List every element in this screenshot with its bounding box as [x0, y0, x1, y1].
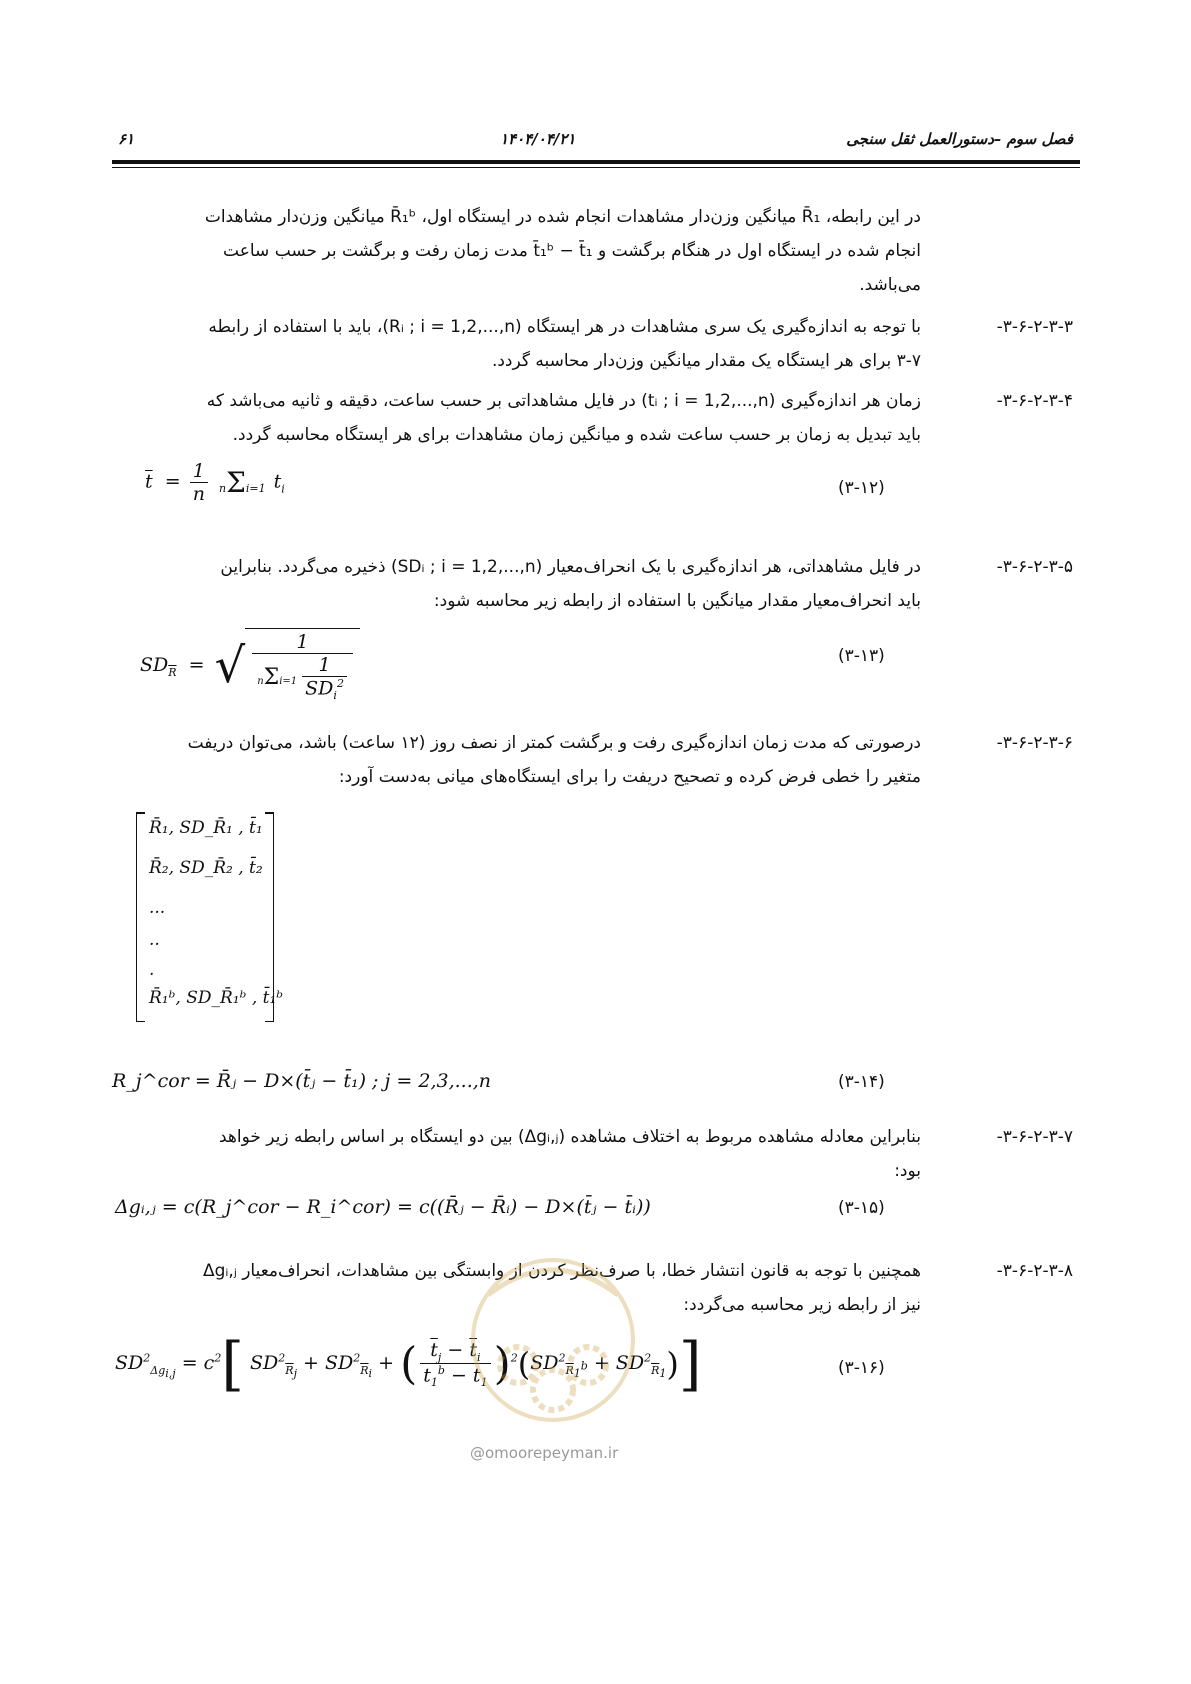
item-line-1: درصورتی که مدت زمان اندازه‌گیری رفت و برگشت کمتر از نصف روز (۱۲ ساعت) باشد، می‌توان دریفت — [187, 733, 921, 753]
intro-line-2: انجام شده در ایستگاه اول در هنگام برگشت و t̄₁ᵇ − t̄₁ مدت زمان رفت و برگشت بر حسب ساعت — [223, 241, 921, 261]
header-rule-thin — [112, 167, 1080, 168]
item-line-2: باید تبدیل به زمان بر حسب ساعت شده و میانگین زمان مشاهدات برای هر ایستگاه محاسبه گردد. — [232, 425, 921, 445]
item-line-1: در فایل مشاهداتی، هر اندازه‌گیری با یک انحراف‌معیار (SDᵢ ; i = 1,2,...,n) ذخیره می‌گردد. بنابراین — [220, 557, 921, 577]
item-line-2: ۳-۷ برای هر ایستگاه یک مقدار میانگین وزن‌دار محاسبه گردد. — [491, 351, 921, 371]
matrix-row: R̄₁ᵇ, SD_R̄₁ᵇ , t̄₁ᵇ — [149, 988, 284, 1008]
page-number: ۶۱ — [118, 130, 135, 148]
observation-matrix — [136, 812, 284, 1022]
header-date: ۱۴۰۴/۰۴/۲۱ — [500, 130, 576, 148]
intro-paragraph — [111, 200, 921, 302]
watermark-logo — [458, 1235, 648, 1435]
item-line-1: بنابراین معادله مشاهده مربوط به اختلاف مشاهده (Δgᵢ,ⱼ) بین دو ایستگاه بر اساس رابطه زیر خواهد — [218, 1127, 921, 1147]
item-line-2: باید انحراف‌معیار مقدار میانگین با استفاده از رابطه زیر محاسبه شود: — [433, 591, 921, 611]
item-number: -۳-۶-۲-۳-۷ — [996, 1127, 1073, 1147]
equation-3-16: $SD^2_{\Delta g_{i,j}} = c^2$[ $SD^2_{\overline{R}_j} + SD^2_{\overline{R}_i}$ + ( $\frac{\overline{t}_j - \overline{t}_i}{\overline{t}_1^b - \overline{t}_1}$ )$^2(SD^2_{\overline{R}_1^b} + SD^2_{\overline{R}_1})$] — [115, 1330, 702, 1398]
item-paragraph — [111, 1120, 921, 1188]
matrix-row: ... — [149, 898, 166, 918]
equation-label: (۳-۱۲) — [838, 478, 885, 498]
item-number: -۳-۶-۲-۳-۳ — [996, 317, 1073, 337]
item-line-1: زمان هر اندازه‌گیری (tᵢ ; i = 1,2,...,n) در فایل مشاهداتی بر حسب ساعت، دقیقه و ثانیه می‌باشد که — [206, 391, 921, 411]
item-line-1: همچنین با توجه به قانون انتشار خطا، با صرف‌نظر کردن از وابستگی بین مشاهدات، انحراف‌معیار Δgᵢ,ⱼ — [202, 1261, 921, 1281]
item-line-2: نیز از رابطه زیر محاسبه می‌گردد: — [683, 1295, 921, 1315]
matrix-row: .. — [149, 930, 160, 950]
equation-label: (۳-۱۵) — [838, 1198, 885, 1218]
matrix-row: R̄₁, SD_R̄₁ , t̄₁ — [149, 818, 263, 838]
item-number: -۳-۶-۲-۳-۵ — [996, 557, 1073, 577]
equation-label: (۳-۱۳) — [838, 646, 885, 666]
intro-line-3: می‌باشد. — [859, 275, 921, 295]
watermark-url: @omoorepeyman.ir — [470, 1444, 619, 1462]
item-number: -۳-۶-۲-۳-۸ — [996, 1261, 1073, 1281]
item-line-2: بود: — [894, 1161, 921, 1181]
item-paragraph — [111, 384, 921, 452]
equation-3-13: $SD_{\overline{R}}$ = √ 1 nΣi=1 $\frac{1}{SD_i^2}$ — [140, 628, 360, 704]
equation-label: (۳-۱۶) — [838, 1358, 885, 1378]
matrix-row: R̄₂, SD_R̄₂ , t̄₂ — [149, 858, 263, 878]
item-number: -۳-۶-۲-۳-۴ — [996, 391, 1073, 411]
matrix-row: . — [149, 960, 155, 980]
item-paragraph — [111, 550, 921, 618]
item-paragraph — [111, 310, 921, 378]
item-number: -۳-۶-۲-۳-۶ — [996, 733, 1073, 753]
header-rule-thick — [112, 160, 1080, 164]
item-line-1: با توجه به اندازه‌گیری یک سری مشاهدات در هر ایستگاه (Rᵢ ; i = 1,2,...,n)، باید با استفاده از رابطه — [208, 317, 921, 337]
item-paragraph — [111, 726, 921, 794]
equation-3-15: Δgᵢ,ⱼ = c(R_j^cor − R_i^cor) = c((R̄ⱼ − R̄ᵢ) − D×(t̄ⱼ − t̄ᵢ)) — [115, 1196, 651, 1218]
intro-line-1: در این رابطه، R̄₁ میانگین وزن‌دار مشاهدات انجام شده در ایستگاه اول، R̄₁ᵇ میانگین وزن‌دار مشاهدات — [204, 207, 921, 227]
equation-3-14: R_j^cor = R̄ⱼ − D×(t̄ⱼ − t̄₁) ; j = 2,3,...,n — [112, 1070, 492, 1092]
equation-label: (۳-۱۴) — [838, 1072, 885, 1092]
item-line-2: متغیر را خطی فرض کرده و تصحیح دریفت را برای ایستگاه‌های میانی به‌دست آورد: — [338, 767, 921, 787]
equation-3-12: $\overline{t}$ = $\frac{1}{n}$ nΣi=1 $t_i$ — [145, 460, 285, 505]
chapter-title: فصل سوم –دستورالعمل ثقل سنجی — [846, 130, 1073, 148]
